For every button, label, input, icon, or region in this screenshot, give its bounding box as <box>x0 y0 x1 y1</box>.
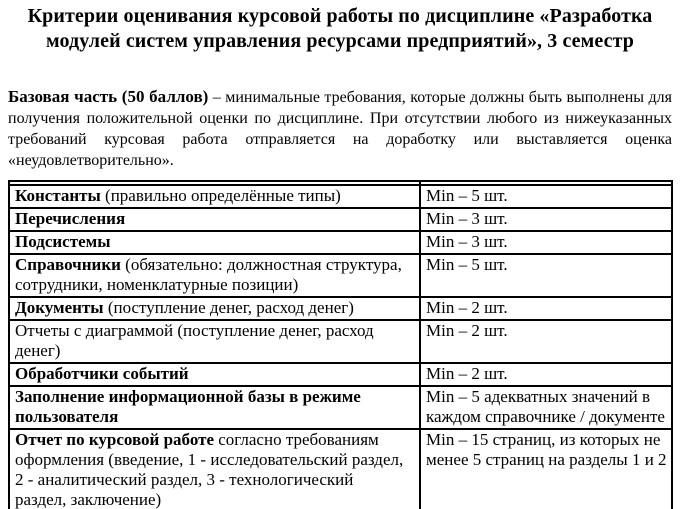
criterion-bold-text: Документы <box>15 298 104 317</box>
criterion-bold-text: Подсистемы <box>15 232 111 251</box>
intro-lead-bold: Базовая часть (50 баллов) <box>8 87 209 106</box>
table-row <box>9 386 672 429</box>
criterion-rest-text: (поступление денег, расход денег) <box>103 298 354 317</box>
table-row <box>9 429 672 509</box>
requirement-cell: Min – 3 шт. <box>420 208 672 231</box>
criterion-rest-text: согласно требованиям оформления (введение, 1 - исследовательский раздел, 2 - аналитический раздел, 3 - технологический раздел, заключение) <box>15 430 404 509</box>
requirement-cell: Min – 3 шт. <box>420 231 672 254</box>
criterion-cell <box>9 254 420 297</box>
intro-paragraph <box>8 86 672 171</box>
criterion-rest-text: (обязательно: должностная структура, сотрудники, номенклатурные позиции) <box>15 255 402 294</box>
requirement-cell: Min – 2 шт. <box>420 363 672 386</box>
criterion-cell <box>9 363 420 386</box>
requirement-cell: Min – 5 адекватных значений в каждом справочнике / документе <box>420 386 672 429</box>
criterion-cell <box>9 320 420 363</box>
requirement-cell: Min – 5 шт. <box>420 254 672 297</box>
table-row <box>9 297 672 320</box>
criterion-cell <box>9 208 420 231</box>
table-row <box>9 320 672 363</box>
table-row <box>9 363 672 386</box>
criterion-cell <box>9 429 420 509</box>
criteria-table <box>8 180 673 509</box>
criterion-rest-text: (правильно определённые типы) <box>100 186 341 205</box>
table-row <box>9 254 672 297</box>
requirement-cell: Min – 2 шт. <box>420 297 672 320</box>
title-line-2: модулей систем управления ресурсами предприятий», 3 семестр <box>46 30 634 52</box>
criterion-bold-text: Справочники <box>15 255 121 274</box>
page-title <box>8 4 672 54</box>
criterion-cell <box>9 231 420 254</box>
requirement-cell: Min – 5 шт. <box>420 185 672 208</box>
title-line-1: Критерии оценивания курсовой работы по дисциплине «Разработка <box>27 5 653 27</box>
criterion-bold-text: Константы <box>15 186 101 205</box>
criteria-table-body <box>9 181 672 509</box>
criterion-bold-text: Обработчики событий <box>15 364 189 383</box>
criterion-cell <box>9 297 420 320</box>
criterion-rest-text: Отчеты с диаграммой (поступление денег, расход денег) <box>15 321 374 360</box>
criterion-cell <box>9 185 420 208</box>
criterion-bold-text: Перечисления <box>15 209 126 228</box>
table-row <box>9 185 672 208</box>
intro-text: – минимальные требования, которые должны быть выполнены для получения положительной оценки по дисциплине. При отсутствии любого из нижеуказанных требований курсовая работа отправляется на доработку или выставляется оценка «неудовлетворительно». <box>8 89 672 169</box>
table-row <box>9 231 672 254</box>
criterion-bold-text: Отчет по курсовой работе <box>15 430 214 449</box>
criterion-cell <box>9 386 420 429</box>
criterion-bold-text: Заполнение информационной базы в режиме пользователя <box>15 387 361 426</box>
requirement-cell: Min – 15 страниц, из которых не менее 5 страниц на разделы 1 и 2 <box>420 429 672 509</box>
table-row <box>9 208 672 231</box>
requirement-cell: Min – 2 шт. <box>420 320 672 363</box>
